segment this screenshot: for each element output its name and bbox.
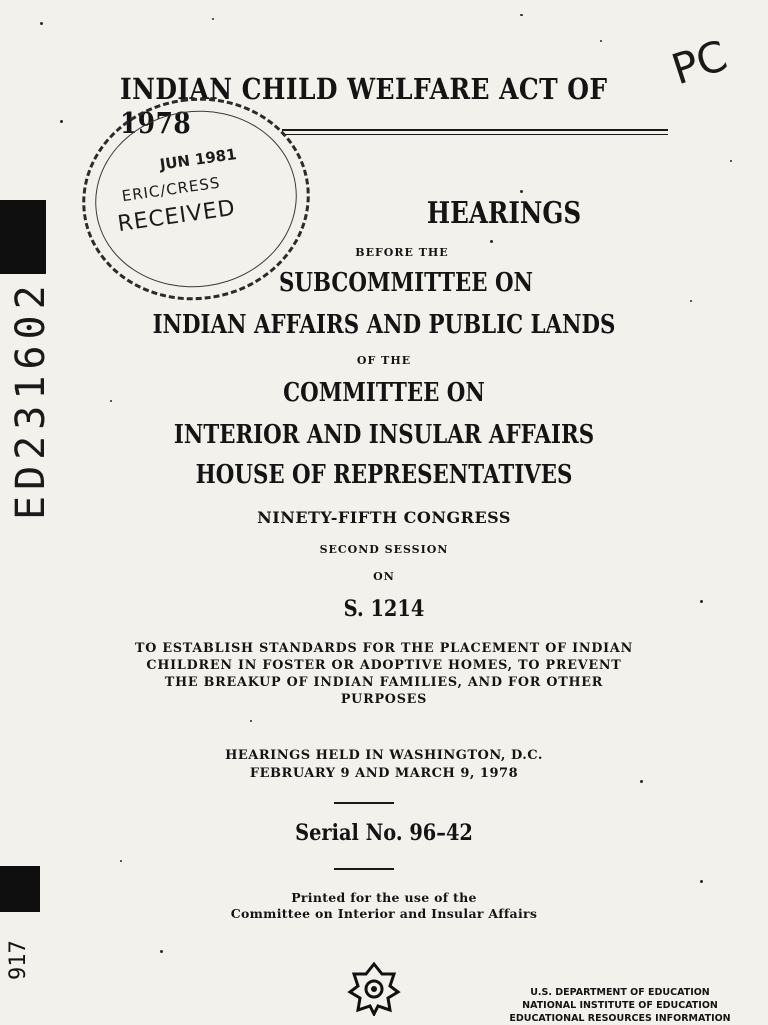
bill-number: S. 1214 xyxy=(343,596,425,622)
document-title: INDIAN CHILD WELFARE ACT OF 1978 xyxy=(120,72,608,140)
stamp-status: RECEIVED xyxy=(116,195,238,238)
divider-rule-2 xyxy=(334,868,394,870)
purpose-line-3: THE BREAKUP OF INDIAN FAMILIES, AND FOR OTHER xyxy=(164,675,604,690)
gpo-seal-icon xyxy=(346,960,402,1016)
dept-line-2: NATIONAL INSTITUTE OF EDUCATION xyxy=(522,1000,718,1011)
committee-line1: COMMITTEE ON xyxy=(283,378,485,408)
margin-note: PC xyxy=(665,30,733,95)
title-rule-top xyxy=(282,129,668,131)
corner-number: 917 xyxy=(6,940,31,980)
dept-line-3: EDUCATIONAL RESOURCES INFORMATION xyxy=(509,1013,731,1024)
divider-rule-1 xyxy=(334,802,394,804)
congress-text: NINETY-FIFTH CONGRESS xyxy=(257,508,511,527)
dept-line-1: U.S. DEPARTMENT OF EDUCATION xyxy=(530,987,710,998)
purpose-line-1: TO ESTABLISH STANDARDS FOR THE PLACEMENT OF INDIAN xyxy=(134,641,634,656)
session-text: SECOND SESSION xyxy=(319,543,449,556)
hearings-held-line2: FEBRUARY 9 AND MARCH 9, 1978 xyxy=(249,766,519,781)
scan-edge-mark-top xyxy=(0,200,46,274)
subcommittee-line1: SUBCOMMITTEE ON xyxy=(278,268,534,298)
printed-line1: Printed for the use of the xyxy=(291,890,477,905)
serial-number: Serial No. 96–42 xyxy=(295,820,473,846)
stamp-date: JUN 1981 xyxy=(158,145,238,174)
title-rule-bottom xyxy=(282,134,668,135)
printed-line2: Committee on Interior and Insular Affairs xyxy=(230,906,538,921)
on-text: ON xyxy=(373,570,395,583)
hearings-held-line1: HEARINGS HELD IN WASHINGTON, D.C. xyxy=(225,748,543,763)
house-of-representatives: HOUSE OF REPRESENTATIVES xyxy=(195,460,573,490)
purpose-line-2: CHILDREN IN FOSTER OR ADOPTIVE HOMES, TO PREVENT xyxy=(146,658,622,673)
stamp-org: ERIC/CRESS xyxy=(120,173,222,206)
before-the-text: BEFORE THE xyxy=(355,246,449,259)
purpose-line-4: PURPOSES xyxy=(340,692,428,707)
committee-line2: INTERIOR AND INSULAR AFFAIRS xyxy=(173,420,595,450)
accession-number: ED231602 xyxy=(8,279,54,520)
of-the-text: OF THE xyxy=(356,354,412,367)
hearings-heading: HEARINGS xyxy=(426,196,582,231)
subcommittee-line2: INDIAN AFFAIRS AND PUBLIC LANDS xyxy=(152,310,616,340)
